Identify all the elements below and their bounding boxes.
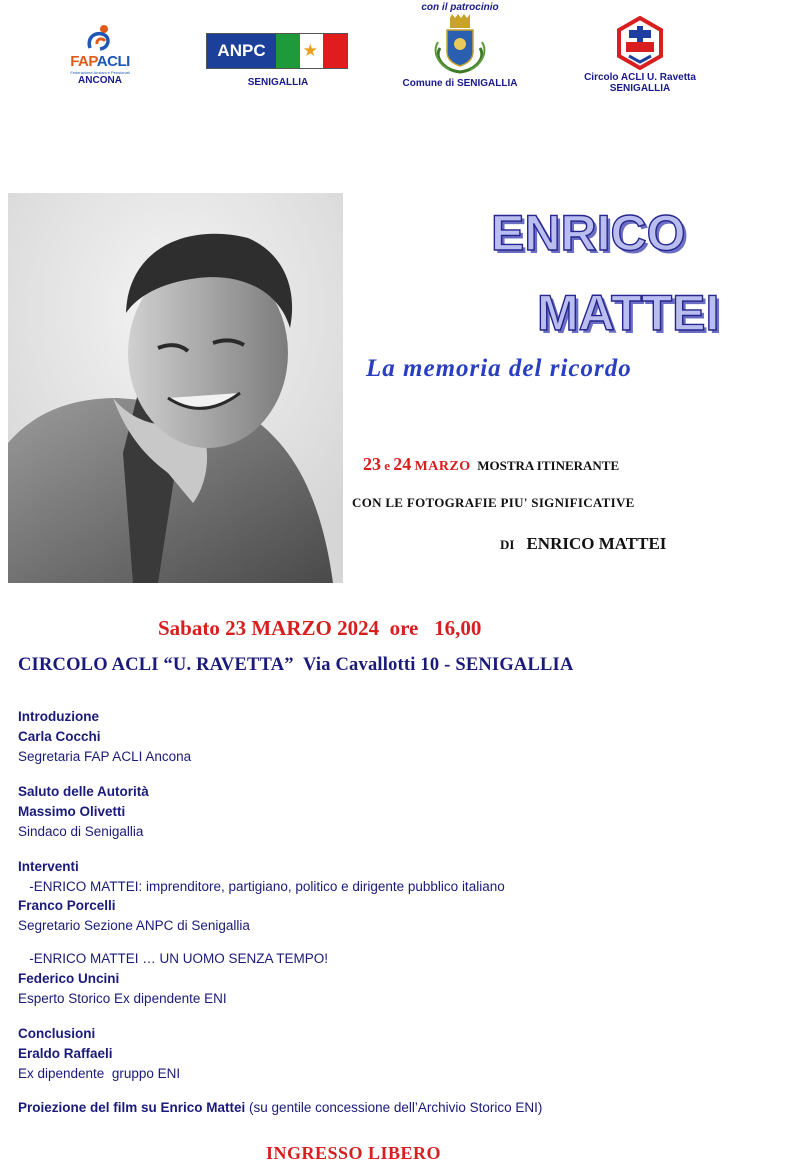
exhibition-name: ENRICO MATTEI [526, 534, 667, 553]
exhibition-line-1 [363, 454, 619, 475]
star-icon: ★ [302, 41, 318, 60]
title-line-1: ENRICO [491, 205, 686, 261]
talk-1-role: Segretario Sezione ANPC di Senigallia [18, 918, 250, 933]
film-line [18, 1098, 542, 1118]
exhibition-line-3 [500, 534, 666, 554]
intro-name: Carla Cocchi [18, 729, 101, 744]
acli-caption-1: Circolo ACLI U. Ravetta [584, 72, 696, 83]
anpc-city: SENIGALLIA [247, 77, 309, 88]
fap-emblem-icon [80, 22, 120, 54]
exhibition-month: MARZO [414, 459, 471, 474]
interventi-title: Interventi [18, 859, 79, 874]
anpc-label: ANPC [207, 34, 276, 68]
conclusioni-name: Eraldo Raffaeli [18, 1046, 113, 1061]
conclusioni-title: Conclusioni [18, 1026, 96, 1041]
city-crest-icon [430, 14, 490, 76]
talk-2-title: -ENRICO MATTEI … UN UOMO SENZA TEMPO! [18, 951, 329, 966]
saluto-title: Saluto delle Autorità [18, 784, 149, 799]
exhibition-day-2: 24 [393, 454, 412, 474]
acli-badge-icon [615, 16, 665, 70]
exhibition-label: MOSTRA ITINERANTE [477, 458, 620, 473]
event-date: Sabato 23 MARZO 2024 ore 16,00 [158, 616, 482, 640]
film-title: Proiezione del film su Enrico Mattei [18, 1100, 246, 1115]
exhibition-conj: e [384, 458, 391, 473]
fap-acli-logo [60, 22, 140, 86]
free-entry: INGRESSO LIBERO [266, 1143, 442, 1163]
anpc-flag [206, 33, 348, 69]
intro-title: Introduzione [18, 709, 99, 724]
fap-wordmark: FAPACLI [70, 53, 130, 70]
talk-2-name: Federico Uncini [18, 971, 120, 986]
saluto-name: Massimo Olivetti [18, 804, 126, 819]
event-venue: CIRCOLO ACLI “U. RAVETTA” Via Cavallotti 10 - SENIGALLIA [18, 655, 574, 675]
conclusioni-role: Ex dipendente gruppo ENI [18, 1066, 181, 1081]
talk-1-name: Franco Porcelli [18, 898, 116, 913]
exhibition-di: DI [500, 537, 515, 552]
portrait-photo [8, 193, 343, 583]
exhibition-day-1: 23 [363, 454, 381, 474]
intro-role: Segretaria FAP ACLI Ancona [18, 749, 192, 764]
saluto-role: Sindaco di Senigallia [18, 824, 144, 839]
acli-logo [580, 16, 700, 94]
talk-2-role: Esperto Storico Ex dipendente ENI [18, 991, 227, 1006]
fap-city: ANCONA [78, 75, 122, 86]
title-line-2: MATTEI [537, 285, 720, 341]
acli-caption-2: SENIGALLIA [609, 83, 671, 94]
talk-1-title: -ENRICO MATTEI: imprenditore, partigiano, politico e dirigente pubblico italiano [18, 879, 505, 894]
patrocinio-label: con il patrocinio [421, 2, 499, 13]
fap-tagline: Federazione Anziani e Pensionati [70, 70, 130, 75]
comune-caption: Comune di SENIGALLIA [402, 78, 518, 89]
film-credit: (su gentile concessione dell’Archivio Storico ENI) [245, 1100, 543, 1115]
comune-logo [400, 0, 520, 89]
exhibition-line-2: CON LE FOTOGRAFIE PIU' SIGNIFICATIVE [352, 495, 635, 510]
subtitle: La memoria del ricordo [366, 355, 632, 382]
anpc-logo [206, 33, 350, 88]
